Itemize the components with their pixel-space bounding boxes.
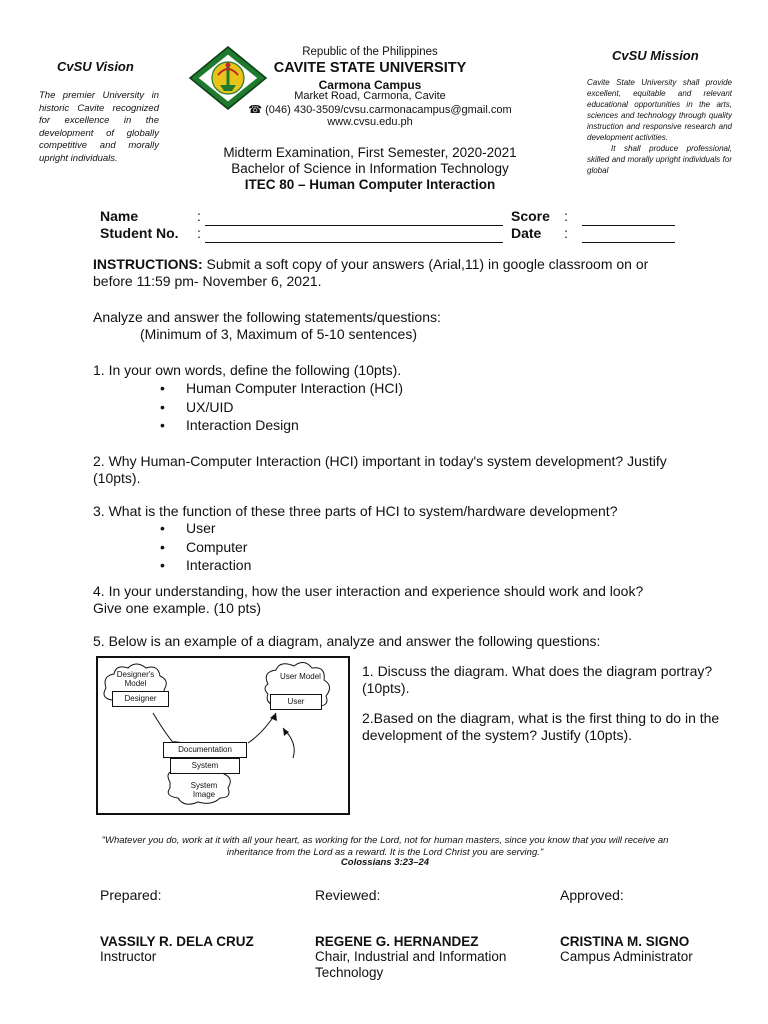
header-exam: Midterm Examination, First Semester, 2020-2021 — [223, 145, 517, 160]
approved-name: CRISTINA M. SIGNO — [560, 934, 690, 949]
mission-paragraph-2: It shall produce professional, skilled and morally upright individuals for global — [587, 144, 732, 175]
instructions-text: Submit a soft copy of your answers (Arial,11) in google classroom on or before 11:59 pm- November 6, 2021. — [93, 256, 649, 289]
user-box: User — [270, 694, 322, 710]
date-colon: : — [564, 225, 568, 241]
system-box: System — [170, 758, 240, 774]
date-field[interactable] — [582, 227, 675, 243]
reviewed-name: REGENE G. HERNANDEZ — [315, 934, 479, 949]
bible-quote-reference: Colossians 3:23–24 — [340, 857, 430, 868]
user-model-label: User Model — [280, 672, 321, 681]
list-item: • Human Computer Interaction (HCI) — [160, 379, 403, 398]
list-item: • UX/UID — [160, 398, 403, 417]
reviewed-role: Chair, Industrial and Information Technology — [315, 949, 507, 980]
list-item: • User — [160, 519, 251, 538]
reviewed-label: Reviewed: — [315, 887, 381, 903]
instructions — [93, 256, 673, 290]
score-label: Score — [511, 208, 550, 224]
score-field[interactable] — [582, 210, 675, 226]
question-3-list — [160, 519, 251, 575]
header-campus: Carmona Campus — [318, 78, 422, 92]
question-1-list — [160, 379, 403, 435]
analyze-subheading: (Minimum of 3, Maximum of 5-10 sentences) — [140, 326, 417, 342]
hci-diagram — [96, 656, 350, 815]
question-5-sub-1: 1. Discuss the diagram. What does the diagram portray? (10pts). — [362, 663, 713, 696]
documentation-box: Documentation — [163, 742, 247, 758]
analyze-heading: Analyze and answer the following statements/questions: — [93, 309, 441, 325]
header-address: Market Road, Carmona, Cavite — [294, 90, 446, 102]
header-website: www.cvsu.edu.ph — [327, 116, 413, 128]
instructions-label: INSTRUCTIONS: — [93, 256, 203, 272]
question-3: 3. What is the function of these three parts of HCI to system/hardware development? — [93, 503, 618, 519]
student-no-field[interactable] — [205, 227, 503, 243]
header-university: CAVITE STATE UNIVERSITY — [273, 60, 467, 76]
designers-model-label: Designer's Model — [116, 670, 155, 688]
header-republic: Republic of the Philippines — [302, 46, 438, 58]
mission-text — [587, 77, 732, 195]
question-1: 1. In your own words, define the following (10pts). — [93, 362, 402, 378]
list-item: • Interaction Design — [160, 416, 403, 435]
vision-title: CvSU Vision — [57, 59, 134, 74]
mission-paragraph-1: Cavite State University shall provide excellent, equitable and relevant educational opportunities in the arts, sciences and technology through quality instruction and responsive research and development activities. — [587, 78, 732, 142]
system-image-label: System Image — [190, 781, 218, 799]
header-program: Bachelor of Science in Information Technology — [231, 161, 509, 176]
header-course: ITEC 80 – Human Computer Interaction — [244, 177, 496, 192]
question-2: 2. Why Human-Computer Interaction (HCI) important in today's system development? Justify (10pts). — [93, 453, 667, 486]
list-item: • Interaction — [160, 556, 251, 575]
student-no-label: Student No. — [100, 225, 179, 241]
student-no-colon: : — [197, 225, 201, 241]
name-colon: : — [197, 208, 201, 224]
question-5-sub-2: 2.Based on the diagram, what is the first thing to do in the development of the system? Justify (10pts). — [362, 710, 720, 743]
approved-role: Campus Administrator — [560, 949, 693, 964]
question-5: 5. Below is an example of a diagram, analyze and answer the following questions: — [93, 633, 601, 649]
approved-label: Approved: — [560, 887, 624, 903]
prepared-name: VASSILY R. DELA CRUZ — [100, 934, 254, 949]
prepared-label: Prepared: — [100, 887, 162, 903]
question-4: 4. In your understanding, how the user interaction and experience should work and look? Give one example. (10 pts) — [93, 583, 644, 616]
name-field[interactable] — [205, 210, 503, 226]
score-colon: : — [564, 208, 568, 224]
mission-title: CvSU Mission — [612, 48, 699, 63]
phone-icon: ☎ — [248, 104, 263, 116]
header-contact-text: (046) 430-3509/cvsu.carmonacampus@gmail.com — [265, 104, 512, 116]
designer-box: Designer — [112, 691, 169, 707]
vision-text: The premier University in historic Cavite recognized for excellence in the development of globally competitive and morally upright individuals. — [39, 90, 159, 164]
header-contact — [230, 103, 530, 116]
prepared-role: Instructor — [100, 949, 157, 964]
bible-quote: "Whatever you do, work at it with all your heart, as working for the Lord, not for human masters, since you know that you will receive an inheritance from the Lord as a reward. It is the Lord Christ you are serving." — [101, 835, 669, 858]
list-item: • Computer — [160, 538, 251, 557]
name-label: Name — [100, 208, 139, 224]
date-label: Date — [511, 225, 542, 241]
